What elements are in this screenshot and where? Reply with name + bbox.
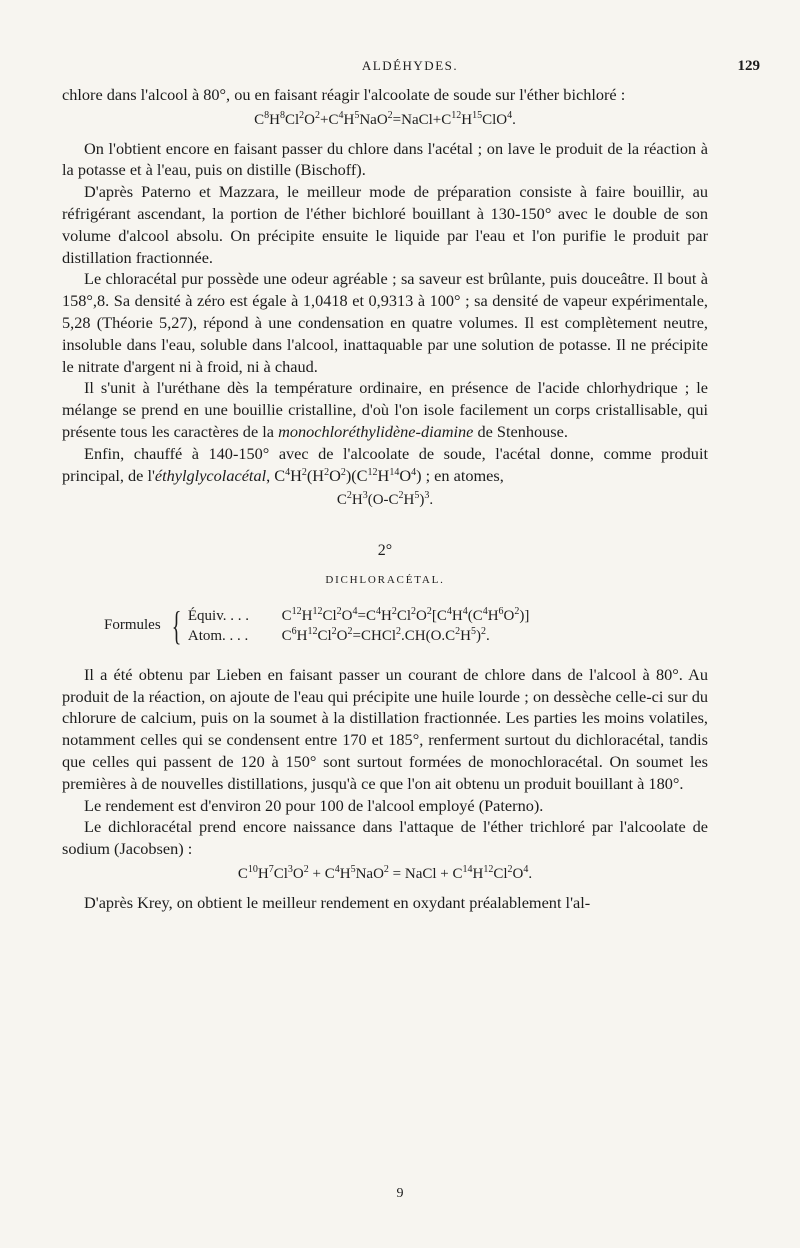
formula-kind: Équiv. . . .	[187, 607, 249, 624]
paragraph: Il a été obtenu par Lieben en faisant passer un courant de chlore dans de l'alcool à 80°. Au produit de la réaction, on ajoute de l'eau qui précipite une huile lourde ; on dessèche celle-ci sur du chlorure de calcium, puis on la soumet à la distillation fractionnée. Les parties les moins volatiles, notamment celles qui se condensent entre 170 et 185°, renferment surtout du dichloracétal, tandis que celles qui passent de 120 à 150° sont surtout formées de monochloracétal. On soumet les premières à de nouvelles distillations, jusqu'à ce que l'on ait obtenu un produit bouillant à 180°.	[62, 664, 708, 793]
running-head: ALDÉHYDES.	[361, 58, 459, 73]
paragraph: Le dichloracétal prend encore naissance dans l'attaque de l'éther trichloré par l'alcoolate de sodium (Jacobsen) :	[62, 817, 708, 859]
formulae-label: Formules	[104, 616, 161, 633]
paragraph: Le rendement est d'environ 20 pour 100 de l'alcool employé (Paterno).	[84, 795, 544, 815]
paragraph: On l'obtient encore en faisant passer du chlore dans l'acétal ; on lave le produit de la réaction à la potasse et à l'eau, puis on distille (Bischoff).	[62, 138, 708, 180]
paragraph: Il s'unit à l'uréthane dès la température ordinaire, en présence de l'acide chlorhydrique ; le mélange se prend en une bouillie cristalline, d'où l'on isole facilement un corps cristallisable, qui présente tous les caractères de la monochloréthylidène-diamine de Stenhouse.	[62, 378, 708, 441]
formula-kind: Atom. . . .	[187, 627, 249, 644]
section-number: 2°	[377, 542, 393, 560]
formula-ethylglycolacetal: $C^2H^3(O-C^2H^5)^3$.	[336, 490, 434, 509]
formula-value: $C^6H^{12}Cl^2O^2=CHCl^2.CH(O.C^2H^5)^2$.	[281, 625, 490, 644]
formula-value: $C^{12}H^{12}Cl^2O^4=C^4H^2Cl^2O^2[C^4H^4(C^4H^6O^2)]$	[281, 605, 530, 624]
signature-mark: 9	[396, 1186, 404, 1201]
page-header	[60, 58, 760, 80]
formula-row-equiv	[188, 606, 530, 626]
page-number: 129	[737, 58, 760, 74]
formula-row-atom	[188, 626, 530, 646]
page-body	[62, 84, 708, 914]
formulae-rows	[188, 606, 530, 646]
section-title: DICHLORACÉTAL.	[325, 573, 445, 586]
paragraph: Le chloracétal pur possède une odeur agréable ; sa saveur est brûlante, puis douceâtre. Il bout à 158°,8. Sa densité à zéro est égale à 1,0418 et 0,9313 à 100° ; sa densité de vapeur expérimentale, 5,28 (Théorie 5,27), répond à une condensation en quatre volumes. Il est complètement neutre, insoluble dans l'eau, soluble dans l'alcool, inattaquable par une solution de potasse. Il ne précipite le nitrate d'argent ni à froid, ni à chaud.	[62, 269, 708, 376]
paragraph: D'après Krey, on obtient le meilleur rendement en oxydant préalablement l'al-	[84, 892, 591, 912]
formula-trichloro-ether: $C^{10}H^7Cl^3O^2 + C^4H^5NaO^2$ = NaCl + $C^{14}H^{12}Cl^2O^4$.	[237, 863, 533, 882]
brace-glyph: {	[171, 602, 182, 648]
formula-chlorination: $C^8H^8Cl^2O^2+C^4H^5NaO^2=NaCl+C^{12}H^{15}ClO^4$.	[254, 109, 516, 128]
paragraph: Enfin, chauffé à 140-150° avec de l'alcoolate de soude, l'acétal donne, comme produit principal, de l'éthylglycolacétal, $C^4H^2(H^2O^2)(C^{12}H^{14}O^4)$ ; en atomes,	[62, 443, 708, 485]
paragraph: chlore dans l'alcool à 80°, ou en faisant réagir l'alcoolate de soude sur l'éther bichloré :	[62, 85, 626, 104]
paragraph: D'après Paterno et Mazzara, le meilleur mode de préparation consiste à faire bouillir, au réfrigérant ascendant, la portion de l'éther bichloré bouillant à 130-150° avec le double de son volume d'alcool absolu. On précipite ensuite le liquide par l'eau et l'on purifie le produit par distillation fractionnée.	[62, 182, 708, 267]
formulae-block	[104, 602, 708, 648]
